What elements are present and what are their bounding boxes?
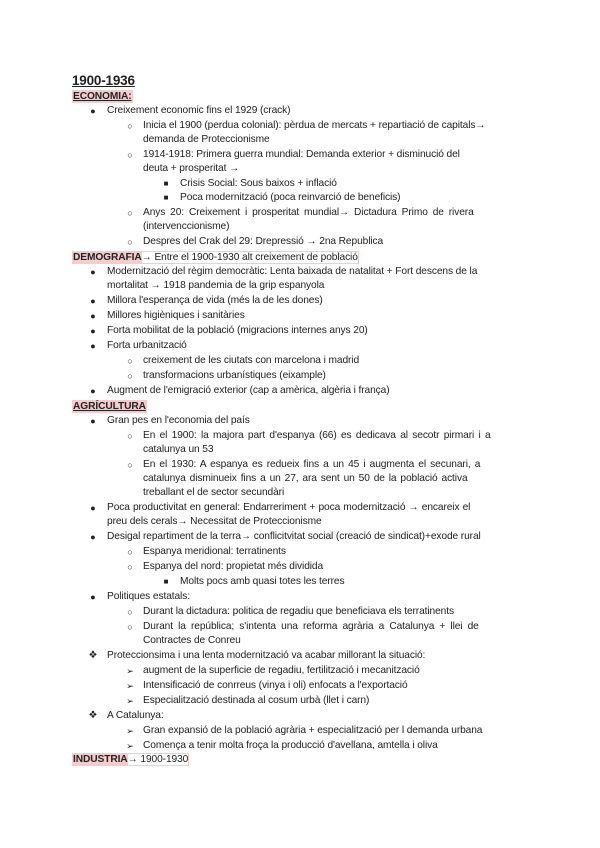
list-item: transformacions urbanístiques (eixample) [143, 370, 326, 381]
arrow-bullet-icon: ➢ [126, 696, 134, 706]
bullet-circle-icon: ○ [127, 460, 133, 470]
list-item: Intensificació de conrreus (vinya i oli) enfocats a l'exportació [143, 680, 408, 691]
list-item: Molts pocs amb quasi totes les terres [180, 576, 345, 587]
arrow-bullet-icon: ➢ [126, 726, 134, 736]
list-item-continuation: mortalitat → 1918 pandemia de la grip espanyola [107, 280, 325, 291]
section-heading-text: → 1900-1930 [127, 754, 189, 765]
bullet-circle-icon: ○ [127, 547, 133, 557]
bullet-dot-icon: ● [90, 311, 96, 321]
list-item: Proteccionsima i una lenta modernització va acabar millorant la situació: [107, 650, 426, 661]
list-item: Especialització destinada al cosum urbà (llet i carn) [143, 695, 370, 706]
list-item-continuation: demanda de Proteccionisme [143, 134, 270, 145]
list-item: Forta mobilitat de la població (migracions internes anys 20) [107, 325, 368, 336]
list-item: Desigal repartiment de la terra→ conflicitvitat social (creació de sindicat)+exode rural [107, 531, 481, 542]
list-item: Augment de l'emigració exterior (cap a amèrica, algèria i frança) [107, 385, 390, 396]
list-item: En el 1930: A espanya es redueix fins a un 45 i augmenta el secunari, a [143, 459, 481, 470]
list-item: Millora l'esperança de vida (més la de les dones) [107, 295, 323, 306]
bullet-dot-icon: ● [90, 341, 96, 351]
list-item: Millores higièniques i sanitàries [107, 310, 245, 321]
bullet-circle-icon: ○ [127, 431, 133, 441]
list-item: Creixement economic fins el 1929 (crack) [107, 105, 291, 116]
section-heading-label: INDUSTRIA [73, 754, 128, 765]
list-item: Poca productivitat en general: Endarreriment + poca modernització → encareix el [107, 502, 471, 513]
bullet-dot-icon: ● [90, 386, 96, 396]
section-heading-text: → Entre el 1900-1930 alt creixement de població [141, 252, 358, 263]
bullet-dot-icon: ● [90, 296, 96, 306]
arrow-bullet-icon: ➢ [126, 681, 134, 691]
section-heading-industria [72, 753, 189, 766]
list-item: Gran expansió de la població agrària + especialització per l demanda urbana [143, 725, 483, 736]
section-heading-demografia [72, 251, 359, 264]
list-item-continuation: (intervenccionisme) [143, 221, 230, 232]
list-item: Poca modernització (poca reinvarció de beneficis) [180, 192, 401, 203]
bullet-dot-icon: ● [90, 532, 96, 542]
bullet-circle-icon: ○ [127, 371, 133, 381]
list-item: Politiques estatals: [107, 591, 190, 602]
page-title: 1900-1936 [72, 73, 135, 88]
list-item: Anys 20: Creixement i prosperitat mundial→ Dictadura Primo de rivera [143, 207, 474, 218]
bullet-circle-icon: ○ [127, 121, 133, 131]
justified-text: 1914-1918: Primera guerra mundial: Demanda exterior + disminució del [143, 149, 460, 160]
bullet-dot-icon: ● [90, 106, 96, 116]
list-item-continuation: preu dels cerals→ Necessitat de Proteccionisme [107, 516, 322, 527]
list-item: Durant la dictadura: politica de regadiu que beneficiava els terratinents [143, 606, 454, 617]
list-item: Espanya del nord: propietat més dividida [143, 561, 324, 572]
list-item: Modernització del règim democràtic: Lenta baixada de natalitat + Fort descens de la [107, 266, 478, 277]
list-item: creixement de les ciutats con marcelona i madrid [143, 355, 360, 366]
diamond-bullet-icon: ❖ [88, 650, 98, 661]
list-item: Inicia el 1900 (perdua colonial): pèrdua de mercats + repartiació de capitals→ [143, 120, 486, 131]
list-item: Espanya meridional: terratinents [143, 546, 286, 557]
bullet-circle-icon: ○ [127, 607, 133, 617]
list-item: augment de la superficie de regadiu, fertilització i mecanització [143, 665, 420, 676]
section-heading-label: DEMOGRAFIA [73, 252, 142, 263]
bullet-dot-icon: ● [90, 503, 96, 513]
diamond-bullet-icon: ❖ [88, 710, 98, 721]
list-item: En el 1900: la majora part d'espanya (66) es dedicava al secotr pirmari i a [143, 430, 491, 441]
bullet-square-icon: ■ [163, 179, 169, 188]
list-item-continuation: Contractes de Conreu [143, 635, 241, 646]
bullet-square-icon: ■ [163, 193, 169, 202]
bullet-dot-icon: ● [90, 267, 96, 277]
bullet-circle-icon: ○ [127, 150, 133, 160]
list-item: A Catalunya: [107, 710, 164, 721]
bullet-circle-icon: ○ [127, 208, 133, 218]
bullet-circle-icon: ○ [127, 356, 133, 366]
bullet-circle-icon: ○ [127, 622, 133, 632]
bullet-square-icon: ■ [163, 577, 169, 586]
list-item-continuation: deuta + prosperitat → [143, 163, 240, 174]
bullet-dot-icon: ● [90, 326, 96, 336]
list-item [143, 148, 526, 162]
list-item: Comença a tenir molta froça la producció d'avellana, amtella i oliva [143, 740, 438, 751]
list-item: Durant la república; s'intenta una reforma agrària a Catalunya + llei de [143, 621, 479, 632]
section-heading-economia: ECONOMIA: [73, 91, 132, 102]
section-heading-agricultura: AGRÍCULTURA [73, 401, 146, 412]
bullet-circle-icon: ○ [127, 562, 133, 572]
bullet-dot-icon: ● [90, 592, 96, 602]
list-item: Despres del Crak del 29: Drepressió → 2na Republica [143, 236, 384, 247]
arrow-bullet-icon: ➢ [126, 741, 134, 751]
list-item-continuation: catalunya disminueix fins a un 27, ara sent un 50 de la població activa [143, 473, 468, 484]
list-item: Crisis Social: Sous baixos + inflació [180, 178, 337, 189]
bullet-dot-icon: ● [90, 416, 96, 426]
list-item: Gran pes en l'economia del país [107, 415, 250, 426]
list-item: Forta urbanització [107, 340, 187, 351]
bullet-circle-icon: ○ [127, 237, 133, 247]
arrow-bullet-icon: ➢ [126, 666, 134, 676]
list-item-continuation: treballant el de sector secundàri [143, 487, 285, 498]
list-item-continuation: catalunya un 53 [143, 444, 214, 455]
